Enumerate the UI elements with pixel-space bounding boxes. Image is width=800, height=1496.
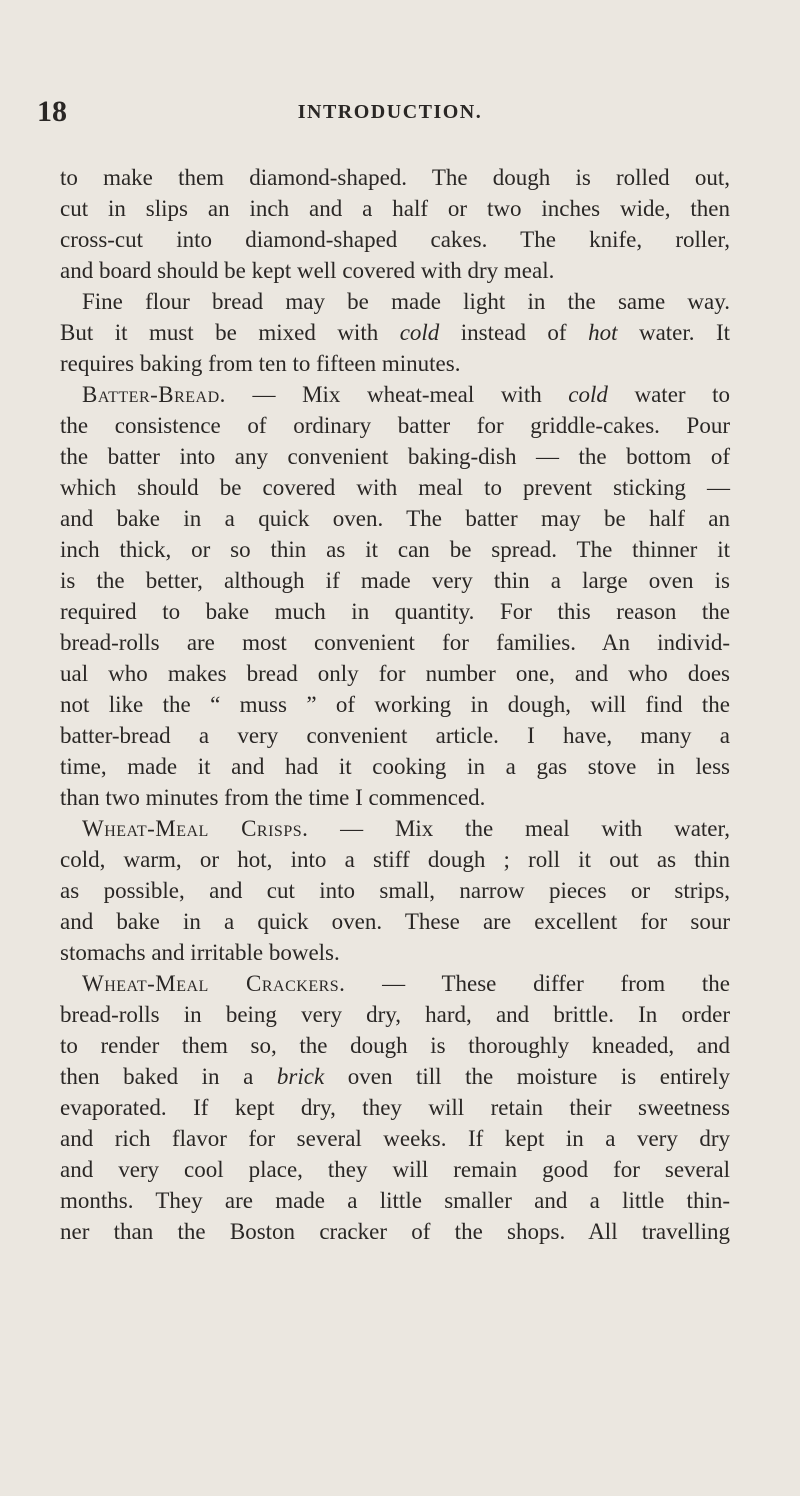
text-run: — Mix the meal with water, <box>340 816 730 841</box>
text-line: stomachs and irritable bowels. <box>60 940 340 965</box>
emphasis-hot: hot <box>588 320 618 345</box>
running-head <box>37 92 743 132</box>
text-line: the consistence of ordinary batter for griddle-cakes. Pour <box>60 413 730 438</box>
text-line <box>60 813 730 844</box>
text-run: But it must be mixed with <box>60 320 379 345</box>
body-text <box>60 162 730 1247</box>
text-line: ual who makes bread only for number one, and who does <box>60 661 730 686</box>
text-line: requires baking from ten to fifteen minutes. <box>60 351 461 376</box>
text-run: then baked in a <box>60 1064 254 1089</box>
emphasis-cold: cold <box>568 382 608 407</box>
text-line: the batter into any convenient baking-dish — the bottom of <box>60 444 730 469</box>
text-line: cut in slips an inch and a half or two inches wide, then <box>60 196 730 221</box>
recipe-heading-wheat-meal-crackers: Wheat-Meal Crackers. <box>82 971 346 996</box>
text-line: cold, warm, or hot, into a stiff dough ; roll it out as thin <box>60 847 730 872</box>
page-number: 18 <box>37 95 67 128</box>
text-line: batter-bread a very convenient article. I have, many a <box>60 723 730 748</box>
text-line: Fine flour bread may be made light in the same way. <box>82 289 730 314</box>
text-run: water to <box>634 382 731 407</box>
text-line: to render them so, the dough is thoroughly kneaded, and <box>60 1033 730 1058</box>
recipe-heading-batter-bread: Batter-Bread. <box>82 382 226 407</box>
text-run: oven till the moisture is entirely <box>347 1064 731 1089</box>
text-line <box>60 968 730 999</box>
text-line: months. They are made a little smaller and a little thin- <box>60 1188 730 1213</box>
text-line: ner than the Boston cracker of the shops. All travelling <box>60 1219 730 1244</box>
text-run: instead of <box>460 320 567 345</box>
emphasis-brick: brick <box>276 1064 325 1089</box>
text-line: inch thick, or so thin as it can be spread. The thinner it <box>60 537 730 562</box>
running-title: INTRODUCTION. <box>297 101 483 123</box>
text-run: — Mix wheat-meal with <box>252 382 542 407</box>
text-line: to make them diamond-shaped. The dough is rolled out, <box>60 165 730 190</box>
text-line: is the better, although if made very thin a large oven is <box>60 568 730 593</box>
text-line: required to bake much in quantity. For this reason the <box>60 599 730 624</box>
text-line <box>60 1061 730 1092</box>
text-run: water. It <box>638 320 731 345</box>
text-line: time, made it and had it cooking in a gas stove in less <box>60 754 730 779</box>
recipe-heading-wheat-meal-crisps: Wheat-Meal Crisps. <box>82 816 309 841</box>
emphasis-cold: cold <box>399 320 440 345</box>
text-line: not like the “ muss ” of working in dough, will find the <box>60 692 730 717</box>
text-line <box>60 317 730 348</box>
text-line: than two minutes from the time I commenced. <box>60 785 486 810</box>
text-line: and rich flavor for several weeks. If kept in a very dry <box>60 1126 730 1151</box>
text-line: bread-rolls are most convenient for families. An individ- <box>60 630 730 655</box>
text-line: which should be covered with meal to prevent sticking — <box>60 475 730 500</box>
text-line: as possible, and cut into small, narrow pieces or strips, <box>60 878 730 903</box>
text-line: and bake in a quick oven. The batter may be half an <box>60 506 730 531</box>
text-line: bread-rolls in being very dry, hard, and brittle. In order <box>60 1002 730 1027</box>
text-line: evaporated. If kept dry, they will retain their sweetness <box>60 1095 730 1120</box>
text-line: and bake in a quick oven. These are excellent for sour <box>60 909 730 934</box>
text-line: and board should be kept well covered with dry meal. <box>60 258 555 283</box>
text-run: — These differ from the <box>382 971 730 996</box>
text-line <box>60 379 730 410</box>
text-line: and very cool place, they will remain good for several <box>60 1157 730 1182</box>
text-line: cross-cut into diamond-shaped cakes. The knife, roller, <box>60 227 730 252</box>
